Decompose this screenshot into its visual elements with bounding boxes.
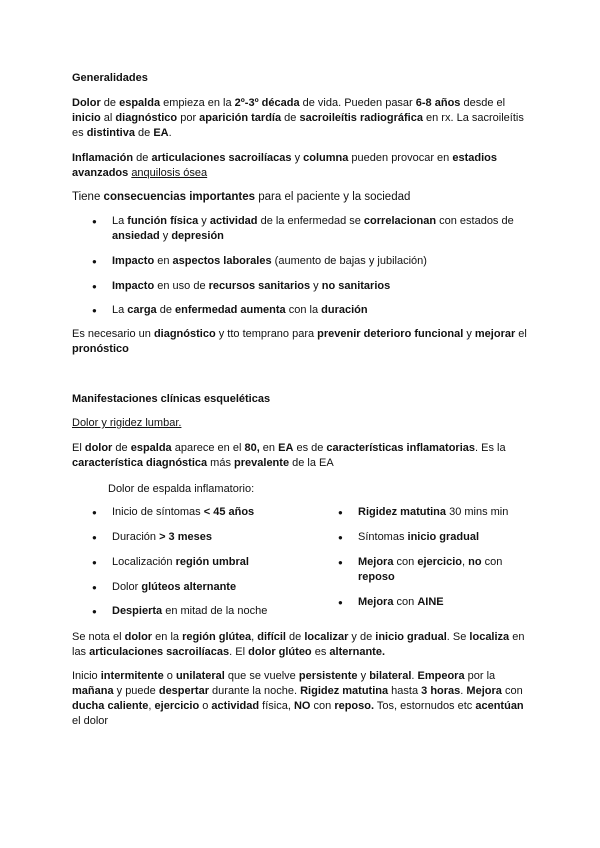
paragraph-region-glutea: Se nota el dolor en la región glútea, difícil de localizar y de inicio gradual. Se localiza en las articulaciones sacroilíacas. El dolor glúteo es alternante.	[72, 631, 525, 658]
list-item: ● La carga de enfermedad aumenta con la duración	[92, 303, 532, 318]
subheading-dolor-rigidez: Dolor y rigidez lumbar.	[72, 417, 182, 429]
list-item: ● La función física y actividad de la enfermedad se correlacionan con estados de ansiedad y depresión	[92, 214, 532, 244]
paragraph-consecuencias: Tiene consecuencias importantes para el paciente y la sociedad	[72, 191, 411, 203]
list-item: ● Duración > 3 meses	[92, 530, 332, 545]
list-item: ● Despierta en mitad de la noche	[92, 604, 332, 619]
list-item: ● Impacto en aspectos laborales (aumento de bajas y jubilación)	[92, 254, 532, 269]
paragraph-inicio-intermitente: Inicio intermitente o unilateral que se vuelve persistente y bilateral. Empeora por la mañana y puede despertar durante la noche. Rigidez matutina hasta 3 horas. Mejora con ducha caliente, ejercicio o actividad física, NO con reposo. Tos, estornudos etc acentúan el dolor	[72, 670, 524, 727]
list-item: ● Síntomas inicio gradual	[338, 530, 518, 545]
paragraph-diagnostico: Es necesario un diagnóstico y tto temprano para prevenir deterioro funcional y mejorar el pronóstico	[72, 328, 527, 355]
list-item: ● Rigidez matutina 30 mins min	[338, 505, 518, 520]
paragraph-dolor-espalda: Dolor de espalda empieza en la 2º-3º década de vida. Pueden pasar 6-8 años desde el inicio al diagnóstico por aparición tardía de sacroileítis radiográfica en rx. La sacroileítis es distintiva de EA.	[72, 97, 524, 139]
list-title-dolor-inflamatorio: Dolor de espalda inflamatorio:	[108, 483, 255, 495]
section-heading-generalidades: Generalidades	[72, 72, 148, 84]
section-heading-manifestaciones: Manifestaciones clínicas esqueléticas	[72, 393, 271, 405]
list-item: ● Inicio de síntomas < 45 años	[92, 505, 332, 520]
list-item: ● Impacto en uso de recursos sanitarios y no sanitarios	[92, 279, 532, 294]
list-item: ● Localización región umbral	[92, 555, 332, 570]
list-item: ● Dolor glúteos alternante	[92, 580, 332, 595]
paragraph-dolor-80: El dolor de espalda aparece en el 80, en EA es de características inflamatorias. Es la característica diagnóstica más prevalente de la EA	[72, 442, 506, 469]
list-item: ● Mejora con AINE	[338, 595, 518, 610]
paragraph-inflamacion: Inflamación de articulaciones sacroilíacas y columna pueden provocar en estadios avanzados anquilosis ósea	[72, 152, 497, 179]
list-item: ● Mejora con ejercicio, no con reposo	[338, 555, 518, 585]
